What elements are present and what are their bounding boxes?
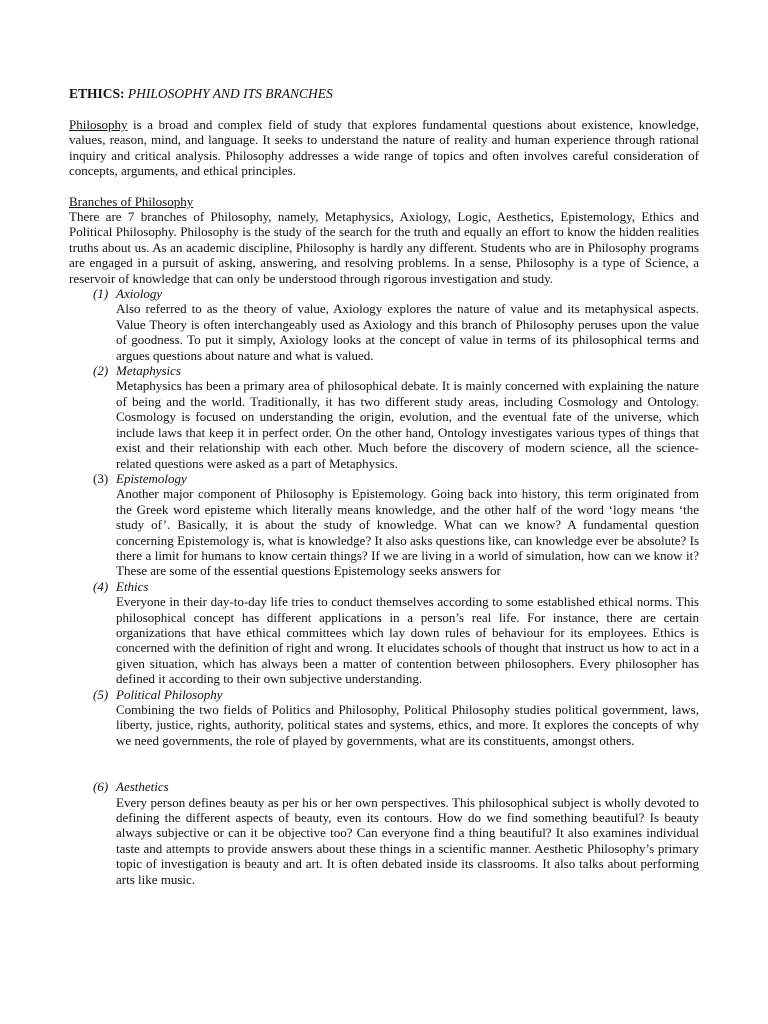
- spacer: [69, 102, 699, 117]
- list-item-title: Axiology: [116, 286, 163, 302]
- list-item-body: Every person defines beauty as per his or her own perspectives. This philosophical subject is wholly devoted to defining the different aspects of beauty, even its contours. How do we find something beautiful? Is beauty always subjective or can it be objective too? Can everyone find a thing beautiful? It also examines individual taste and attempts to provide answers about these things in a scientific manner. Aesthetic Philosophy’s primary topic of investigation is beauty and art. It is often debated inside its classrooms. It also talks about performing arts like music.: [116, 794, 699, 887]
- list-item-title: Political Philosophy: [116, 686, 223, 702]
- intro-text: is a broad and complex field of study that explores fundamental questions about existence, knowledge, values, reason, mind, and language. It seeks to understand the nature of reality and human experience through rational inquiry and critical analysis. Philosophy addresses a wide range of topics and often involves careful consideration of concepts, arguments, and ethical principles.: [69, 117, 699, 179]
- list-item-body: Metaphysics has been a primary area of philosophical debate. It is mainly concerned with explaining the nature of being and the world. Traditionally, it has two different study areas, including Cosmology and Ontology. Cosmology is focused on understanding the origin, evolution, and the eventual fate of the universe, which include laws that keep it in perfect order. On the other hand, Ontology investigates various types of things that exist and their relationship with each other. Much before the discovery of modern science, all the science-related questions were asked as a part of Metaphysics.: [116, 378, 699, 471]
- list-item-header: [69, 363, 699, 378]
- list-item-number: (4): [93, 578, 109, 594]
- list-item-body: Combining the two fields of Politics and Philosophy, Political Philosophy studies political government, laws, liberty, justice, rights, authority, political states and systems, ethics, and more. It explores the concepts of why we need governments, the role of played by governments, what are its constituents, amongst others.: [116, 701, 699, 748]
- list-item-header: [69, 579, 699, 594]
- list-item-metaphysics: [69, 363, 699, 471]
- list-item-number: (5): [93, 686, 109, 702]
- list-item-number: (1): [93, 286, 109, 302]
- branches-intro: There are 7 branches of Philosophy, namely, Metaphysics, Axiology, Logic, Aesthetics, Epistemology, Ethics and Political Philosophy. Philosophy is the study of the search for the truth and equally an effort to know the hidden realities truths about us. As an academic discipline, Philosophy is hardly any different. Students who are in Philosophy programs are engaged in a pursuit of asking, answering, and resolving problems. In a sense, Philosophy is a type of Science, a reservoir of knowledge that can only be understood through rigorous investigation and study.: [69, 209, 699, 286]
- intro-paragraph: [69, 117, 699, 179]
- list-item-header: [69, 286, 699, 301]
- list-item-ethics: [69, 579, 699, 687]
- list-item-axiology: [69, 286, 699, 363]
- list-item-number: (6): [93, 779, 109, 795]
- list-item-epistemology: [69, 471, 699, 579]
- list-item-header: [69, 471, 699, 486]
- branches-heading: Branches of Philosophy: [69, 193, 194, 209]
- list-item-body: Also referred to as the theory of value, Axiology explores the nature of value and its metaphysical aspects. Value Theory is often interchangeably used as Axiology and this branch of Philosophy peruses upon the value of goodness. To put it simply, Axiology looks at the concept of value in terms of its philosophical terms and argues questions about nature and what is valued.: [116, 301, 699, 363]
- title-bold-part: ETHICS:: [69, 86, 125, 101]
- list-item-body: Everyone in their day-to-day life tries to conduct themselves according to some established ethical norms. This philosophical concept has different applications in a person’s real life. For instance, there are certain organizations that have ethical committees which lay down rules of behaviour for its employees. Ethics is concerned with the definition of right and wrong. It elucidates schools of thought that instruct us how to act in a given situation, which has always been a matter of contention between philosophers. Every philosopher has defined it according to their own subjective understanding.: [116, 594, 699, 687]
- title-italic-part: PHILOSOPHY AND ITS BRANCHES: [127, 86, 333, 101]
- list-item-number: (3): [93, 470, 109, 486]
- list-item-body: Another major component of Philosophy is Epistemology. Going back into history, this term originated from the Greek word episteme which literally means knowledge, and the other half of the word ‘logy means ‘the study of’. Basically, it is about the study of knowledge. What can we know? A fundamental question concerning Epistemology is, what is knowledge? It also asks questions like, can knowledge ever be absolute? Is there a limit for humans to know certain things? If we are living in a world of simulation, how can we know it? These are some of the essential questions Epistemology seeks answers for: [116, 486, 699, 579]
- list-item-header: [69, 687, 699, 702]
- spacer: [69, 179, 699, 194]
- list-item-header: [69, 779, 699, 794]
- list-item-title: Ethics: [116, 578, 149, 594]
- list-item-title: Metaphysics: [116, 363, 181, 379]
- list-item-political-philosophy: [69, 687, 699, 749]
- list-item-aesthetics: [69, 779, 699, 887]
- spacer: [69, 748, 699, 779]
- intro-term: Philosophy: [69, 117, 128, 132]
- list-item-number: (2): [93, 363, 109, 379]
- document-title: [69, 86, 699, 102]
- list-item-title: Aesthetics: [116, 779, 169, 795]
- list-item-title: Epistemology: [116, 470, 187, 486]
- document-page: [69, 86, 699, 887]
